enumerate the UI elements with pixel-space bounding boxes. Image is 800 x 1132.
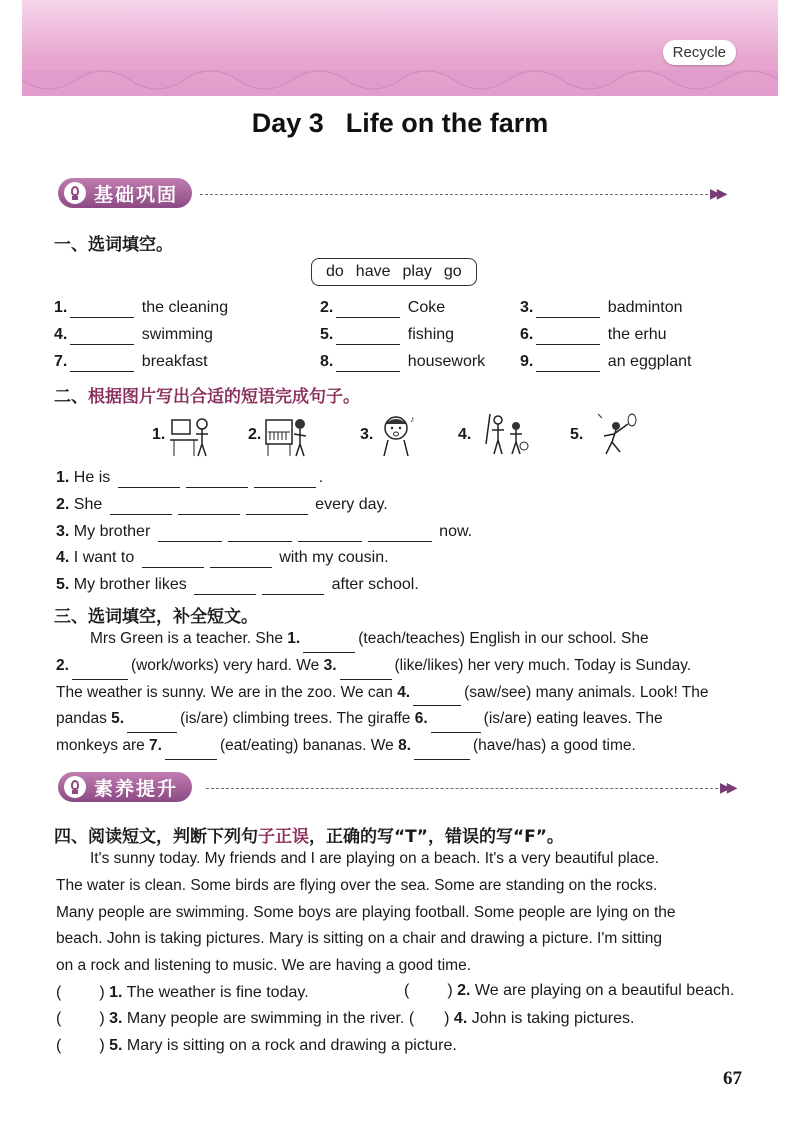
- fill-item: 9. an eggplant: [520, 353, 692, 370]
- word: do: [326, 263, 344, 280]
- tf-question: ( ) 2. We are playing on a beautiful beach.: [404, 982, 735, 999]
- answer-blank[interactable]: [262, 578, 324, 595]
- answer-blank[interactable]: [142, 551, 204, 568]
- fill-item: 8. housework: [320, 353, 486, 370]
- passage-line: monkeys are 7. (eat/eating) bananas. We 8. (have/has) a good time.: [56, 733, 746, 760]
- passage-line: beach. John is taking pictures. Mary is sitting on a chair and drawing a picture. I'm sitting: [56, 930, 663, 948]
- fill-item: 7. breakfast: [54, 353, 208, 370]
- fill-item: 1. the cleaning: [54, 299, 229, 316]
- sentence-row: 3. My brother now.: [56, 523, 473, 540]
- page-number: 67: [723, 1068, 742, 1089]
- fishing-kids-picture-icon: [484, 410, 530, 456]
- part4-passage: [56, 846, 746, 980]
- fill-item: 6. the erhu: [520, 326, 667, 343]
- answer-blank[interactable]: [165, 744, 217, 760]
- answer-blank[interactable]: [194, 578, 256, 595]
- title-topic: Life on the farm: [345, 108, 549, 138]
- passage-line: pandas 5. (is/are) climbing trees. The giraffe 6. (is/are) eating leaves. The: [56, 706, 746, 733]
- answer-blank[interactable]: [336, 301, 400, 318]
- section-improve-label: 素养提升: [94, 777, 179, 800]
- answer-blank[interactable]: [246, 498, 308, 515]
- answer-blank[interactable]: [127, 717, 177, 733]
- answer-blank[interactable]: [254, 471, 316, 488]
- answer-blank[interactable]: [431, 717, 481, 733]
- answer-blank[interactable]: [303, 637, 355, 653]
- sentence-row: 5. My brother likes after school.: [56, 576, 419, 593]
- sentence-row: 1. He is .: [56, 469, 324, 486]
- double-arrow-icon: ▶▶: [720, 779, 734, 795]
- answer-blank[interactable]: [118, 471, 180, 488]
- svg-text:♪: ♪: [410, 414, 415, 424]
- banner-wave: [22, 70, 778, 100]
- word: go: [443, 263, 462, 280]
- word: have: [355, 263, 391, 280]
- section-basic-header: [58, 178, 192, 208]
- part3-heading: 三、选词填空，补全短文。: [54, 607, 258, 627]
- lightbulb-icon: [64, 182, 86, 204]
- word: play: [402, 263, 432, 280]
- sentence-row: 2. She every day.: [56, 496, 388, 513]
- fill-item: 3. badminton: [520, 299, 683, 316]
- answer-blank[interactable]: [336, 328, 400, 345]
- recycle-tag: Recycle: [663, 40, 736, 65]
- section-basic-label: 基础巩固: [94, 183, 179, 206]
- sentence-row: 4. I want to with my cousin.: [56, 549, 389, 566]
- answer-blank[interactable]: [72, 664, 128, 680]
- part3-passage: [56, 626, 746, 760]
- lightbulb-icon: [64, 776, 86, 798]
- answer-blank[interactable]: [413, 690, 461, 706]
- section-improve-pill: [58, 772, 192, 802]
- answer-blank[interactable]: [536, 355, 600, 372]
- title-day: Day 3: [251, 108, 324, 138]
- section-basic-pill: [58, 178, 192, 208]
- answer-blank[interactable]: [536, 328, 600, 345]
- fill-item: 4. swimming: [54, 326, 213, 343]
- answer-blank[interactable]: [158, 525, 222, 542]
- page-title: [0, 108, 800, 139]
- passage-line: It's sunny today. My friends and I are playing on a beach. It's a very beautiful place.: [90, 850, 660, 867]
- answer-blank[interactable]: [178, 498, 240, 515]
- answer-blank[interactable]: [340, 664, 392, 680]
- passage-line: Mrs Green is a teacher. She 1. (teach/teaches) English in our school. She: [56, 626, 746, 653]
- tf-question: ( ) 3. Many people are swimming in the river. ( ) 4. John is taking pictures.: [56, 1010, 635, 1027]
- part2-heading: 二、根据图片写出合适的短语完成句子。: [54, 387, 360, 407]
- passage-line: on a rock and listening to music. We are having a good time.: [56, 957, 471, 975]
- fill-item: 2. Coke: [320, 299, 446, 316]
- answer-blank[interactable]: [70, 328, 134, 345]
- section-divider: [200, 194, 708, 195]
- piano-picture-icon: [264, 412, 310, 458]
- passage-line: The water is clean. Some birds are flying over the sea. Some are standing on the rocks.: [56, 876, 658, 894]
- singing-boy-picture-icon: [376, 412, 422, 458]
- answer-blank[interactable]: [110, 498, 172, 515]
- answer-blank[interactable]: [210, 551, 272, 568]
- part4-heading: 四、阅读短文，判断下列句子正误，正确的写“T”，错误的写“F”。: [54, 827, 564, 847]
- answer-blank[interactable]: [536, 301, 600, 318]
- tf-question: ( ) 1. The weather is fine today.: [56, 984, 309, 1001]
- section-divider: [206, 788, 718, 789]
- answer-blank[interactable]: [70, 355, 134, 372]
- part1-heading: 一、选词填空。: [54, 235, 173, 255]
- section-improve-header: [58, 772, 192, 802]
- answer-blank[interactable]: [228, 525, 292, 542]
- passage-line: Many people are swimming. Some boys are playing football. Some people are lying on the: [56, 903, 676, 921]
- answer-blank[interactable]: [414, 744, 470, 760]
- passage-line: 2. (work/works) very hard. We 3. (like/likes) her very much. Today is Sunday.: [56, 653, 746, 680]
- computer-picture-icon: [168, 412, 214, 458]
- answer-blank[interactable]: [368, 525, 432, 542]
- answer-blank[interactable]: [186, 471, 248, 488]
- answer-blank[interactable]: [298, 525, 362, 542]
- passage-line: The weather is sunny. We are in the zoo. We can 4. (saw/see) many animals. Look! The: [56, 680, 746, 707]
- answer-blank[interactable]: [70, 301, 134, 318]
- tf-question: ( ) 5. Mary is sitting on a rock and drawing a picture.: [56, 1037, 457, 1054]
- fill-item: 5. fishing: [320, 326, 455, 343]
- badminton-picture-icon: [594, 410, 640, 456]
- double-arrow-icon: ▶▶: [710, 185, 724, 201]
- answer-blank[interactable]: [336, 355, 400, 372]
- word-box: [311, 258, 477, 286]
